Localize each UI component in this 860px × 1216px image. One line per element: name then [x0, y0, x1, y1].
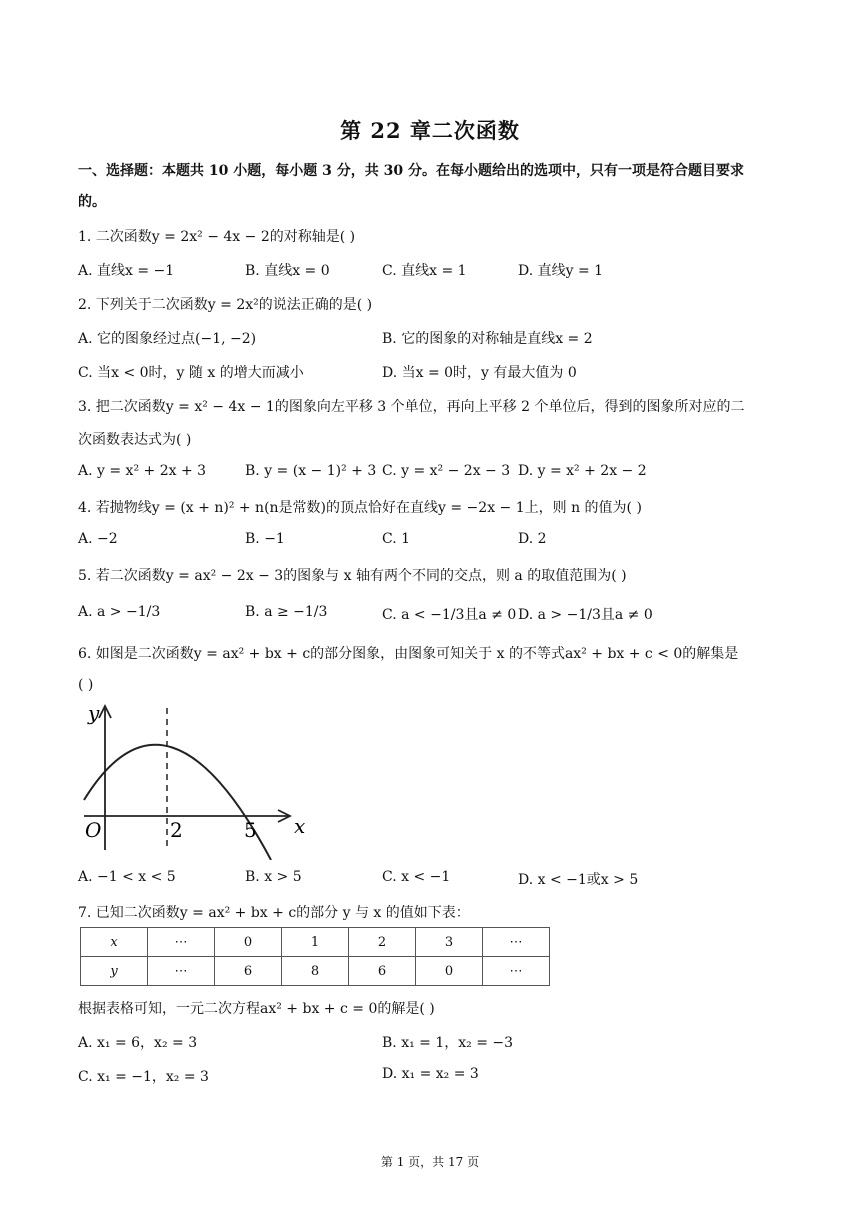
q2-option-c[interactable]: C. 当x < 0时，y 随 x 的增大而减小 — [78, 365, 304, 381]
q4-option-d[interactable]: D. 2 — [518, 531, 547, 547]
q5-option-c[interactable]: C. a < −1/3且a ≠ 0 — [382, 607, 517, 623]
y-axis-label: y — [88, 701, 100, 725]
q4-stem: 4. 若抛物线y = (x + n)² + n(n是常数)的顶点恰好在直线y = −2x − 1上，则 n 的值为( ) — [78, 500, 642, 516]
parabola-curve — [84, 745, 271, 860]
q6-stem-cont: ( ) — [78, 677, 94, 693]
table-cell: 6 — [215, 957, 282, 986]
table-row-y — [81, 957, 550, 986]
table-cell: 0 — [215, 928, 282, 957]
table-row-x — [81, 928, 550, 957]
q5-option-a[interactable]: A. a > −1/3 — [78, 604, 161, 620]
section-heading: 一、选择题：本题共 10 小题，每小题 3 分，共 30 分。在每小题给出的选项中，只有一项是符合题目要求 — [78, 163, 744, 179]
q7-stem: 7. 已知二次函数y = ax² + bx + c的部分 y 与 x 的值如下表： — [78, 905, 470, 921]
tick-label-5: 5 — [244, 818, 257, 842]
q3-stem-cont: 次函数表达式为( ) — [78, 432, 192, 448]
q3-stem: 3. 把二次函数y = x² − 4x − 1的图象向左平移 3 个单位，再向上平移 2 个单位后，得到的图象所对应的二 — [78, 399, 745, 415]
q3-option-a[interactable]: A. y = x² + 2x + 3 — [78, 463, 207, 479]
q3-option-b[interactable]: B. y = (x − 1)² + 3 — [245, 463, 377, 479]
table-cell: 6 — [349, 957, 416, 986]
q2-option-b[interactable]: B. 它的图象的对称轴是直线x = 2 — [382, 331, 593, 347]
parabola-graph — [78, 700, 318, 860]
tick-label-2: 2 — [170, 818, 183, 842]
page-title: 第 22 章二次函数 — [340, 118, 520, 143]
table-cell: y — [81, 957, 148, 986]
q4-option-c[interactable]: C. 1 — [382, 531, 411, 547]
table-cell: ⋯ — [148, 928, 215, 957]
q1-option-c[interactable]: C. 直线x = 1 — [382, 263, 467, 279]
table-cell: ⋯ — [483, 928, 550, 957]
table-cell: 1 — [282, 928, 349, 957]
q7-option-d[interactable]: D. x₁ = x₂ = 3 — [382, 1066, 479, 1082]
q5-option-b[interactable]: B. a ≥ −1/3 — [245, 604, 328, 620]
q1-option-d[interactable]: D. 直线y = 1 — [518, 263, 604, 279]
page-footer: 第 1 页，共 17 页 — [380, 1155, 480, 1169]
q5-stem: 5. 若二次函数y = ax² − 2x − 3的图象与 x 轴有两个不同的交点，则 a 的取值范围为( ) — [78, 568, 627, 584]
table-cell: 8 — [282, 957, 349, 986]
q4-option-b[interactable]: B. −1 — [245, 531, 285, 547]
q7-option-b[interactable]: B. x₁ = 1，x₂ = −3 — [382, 1035, 514, 1051]
q7-option-c[interactable]: C. x₁ = −1，x₂ = 3 — [78, 1069, 209, 1085]
q4-option-a[interactable]: A. −2 — [78, 531, 118, 547]
table-cell: 0 — [416, 957, 483, 986]
q1-option-a[interactable]: A. 直线x = −1 — [78, 263, 175, 279]
q6-option-c[interactable]: C. x < −1 — [382, 869, 451, 885]
q3-option-c[interactable]: C. y = x² − 2x − 3 — [382, 463, 511, 479]
table-cell: ⋯ — [483, 957, 550, 986]
x-axis-label: x — [294, 814, 306, 838]
origin-label: O — [85, 818, 102, 842]
q6-option-a[interactable]: A. −1 < x < 5 — [78, 869, 176, 885]
q2-stem: 2. 下列关于二次函数y = 2x²的说法正确的是( ) — [78, 297, 373, 313]
q2-option-d[interactable]: D. 当x = 0时，y 有最大值为 0 — [382, 365, 577, 381]
table-cell: 2 — [349, 928, 416, 957]
q1-option-b[interactable]: B. 直线x = 0 — [245, 263, 330, 279]
q7-option-a[interactable]: A. x₁ = 6，x₂ = 3 — [78, 1035, 198, 1051]
q7-followup: 根据表格可知，一元二次方程ax² + bx + c = 0的解是( ) — [78, 1001, 435, 1017]
q1-stem: 1. 二次函数y = 2x² − 4x − 2的对称轴是( ) — [78, 229, 356, 245]
q5-option-d[interactable]: D. a > −1/3且a ≠ 0 — [518, 607, 653, 623]
values-table — [80, 927, 550, 986]
section-heading-cont: 的。 — [78, 194, 106, 210]
q6-option-d[interactable]: D. x < −1或x > 5 — [518, 872, 639, 888]
q2-option-a[interactable]: A. 它的图象经过点(−1, −2) — [78, 331, 257, 347]
q6-stem: 6. 如图是二次函数y = ax² + bx + c的部分图象，由图象可知关于 x 的不等式ax² + bx + c < 0的解集是 — [78, 646, 739, 662]
table-cell: x — [81, 928, 148, 957]
table-cell: 3 — [416, 928, 483, 957]
table-cell: ⋯ — [148, 957, 215, 986]
q6-option-b[interactable]: B. x > 5 — [245, 869, 302, 885]
q3-option-d[interactable]: D. y = x² + 2x − 2 — [518, 463, 647, 479]
